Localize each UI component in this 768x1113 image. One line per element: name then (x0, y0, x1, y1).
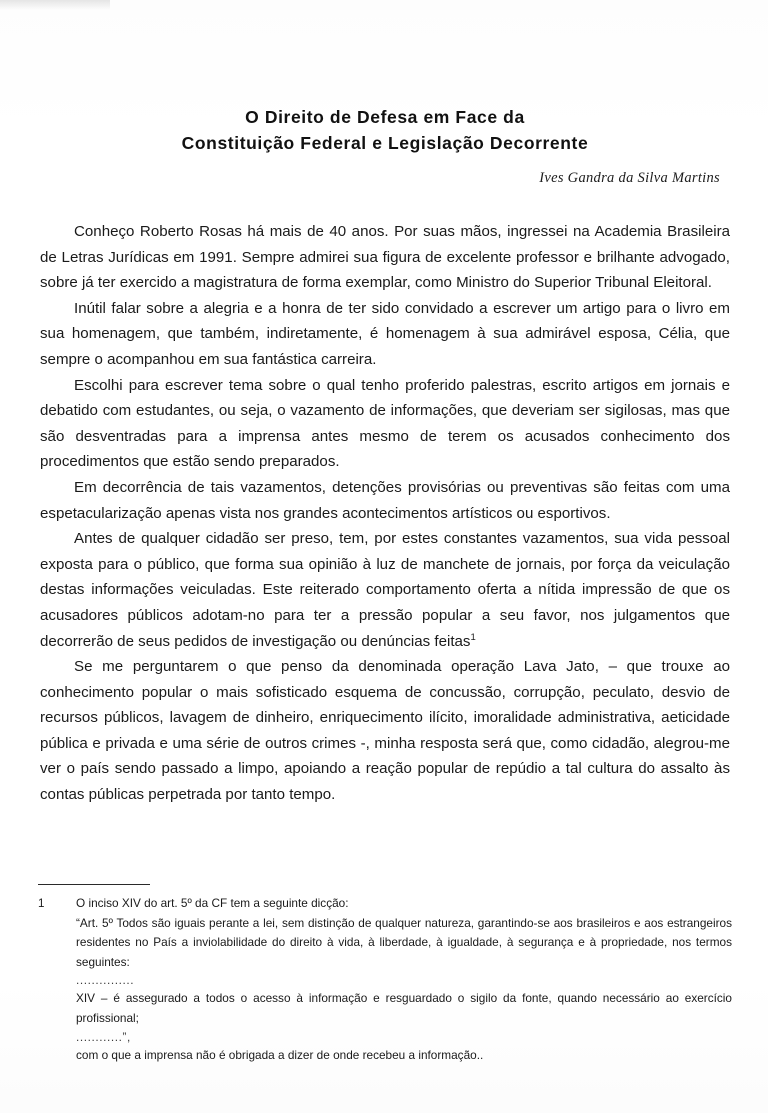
article-title (40, 104, 730, 156)
paragraph: Inútil falar sobre a alegria e a honra de ter sido convidado a escrever um artigo para o livro em sua homenagem, que também, indiretamente, é homenagem à sua admirável esposa, Célia, que sempre o acompanhou em sua fantástica carreira. (40, 299, 730, 368)
footnote-section (38, 884, 732, 1065)
title-line-1: O Direito de Defesa em Face da (245, 107, 525, 127)
footnote-number: 1 (38, 897, 45, 910)
footnote-ellipsis-first: ............... (76, 973, 135, 988)
footnote-separator-rule (38, 884, 150, 885)
paragraph-text: Antes de qualquer cidadão ser preso, tem, por estes constantes vazamentos, sua vida pessoal exposta para o público, que forma sua opinião à luz de manchete de jornais, por força da veiculação destas informações veiculadas. Este reiterado comportamento oferta a nítida impressão de que os acusadores públicos adotam-no para ter a pressão popular a seu favor, nos julgamentos que decorrerão de seus pedidos de investigação ou denúncias feitas (40, 530, 730, 650)
footnote-quote: “Art. 5º Todos são iguais perante a lei, sem distinção de qualquer natureza, garantindo-se aos brasileiros e aos estrangeiros residentes no País a inviolabilidade do direito à vida, à liberdade, à igualdade, à segurança e à propriedade, nos termos seguintes: (76, 915, 732, 969)
author-byline: Ives Gandra da Silva Martins (539, 170, 720, 186)
paragraph: Escolhi para escrever tema sobre o qual tenho proferido palestras, escrito artigos em jornais e debatido com estudantes, ou seja, o vazamento de informações, que deveriam ser sigilosas, mas que são desventradas para a imprensa antes mesmo de terem os acusados conhecimento dos procedimentos que estão sendo preparados. (40, 376, 730, 471)
article-body (40, 219, 730, 808)
paragraph: Conheço Roberto Rosas há mais de 40 anos. Por suas mãos, ingressei na Academia Brasileira de Letras Jurídicas em 1991. Sempre admirei sua figura de excelente professor e brilhante advogado, sobre já ter exercido a magistratura de forma exemplar, como Ministro do Superior Tribunal Eleitoral. (40, 223, 730, 292)
footnote-closing: com o que a imprensa não é obrigada a dizer de onde recebeu a informação.. (76, 1047, 484, 1062)
footnote-clause: XIV – é assegurado a todos o acesso à informação e resguardado o sigilo da fonte, quando necessário ao exercício profissional; (76, 991, 732, 1025)
footnote-body (76, 894, 732, 1065)
footnote-reference-marker[interactable]: 1 (470, 631, 476, 643)
footnote-entry (38, 894, 732, 1065)
title-line-2: Constituição Federal e Legislação Decorrente (181, 133, 589, 153)
footnote-intro: O inciso XIV do art. 5º da CF tem a seguinte dicção: (76, 896, 349, 910)
paragraph-with-footnote (40, 526, 730, 654)
footnote-ellipsis-second: ............”, (76, 1029, 131, 1044)
paragraph: Em decorrência de tais vazamentos, detenções provisórias ou preventivas são feitas com uma espetacularização apenas vista nos grandes acontecimentos artísticos ou esportivos. (40, 478, 730, 522)
paragraph: Se me perguntarem o que penso da denominada operação Lava Jato, – que trouxe ao conhecimento popular o mais sofisticado esquema de concussão, corrupção, peculato, desvio de recursos públicos, lavagem de dinheiro, enriquecimento ilícito, imoralidade administrativa, aeticidade pública e privada e uma série de outros crimes -, minha resposta será que, como cidadão, alegrou-me ver o país sendo passado a limpo, apoiando a reação popular de repúdio a tal cultura do assalto às contas públicas perpetrada por tanto tempo. (40, 658, 730, 804)
page-content (40, 0, 730, 808)
